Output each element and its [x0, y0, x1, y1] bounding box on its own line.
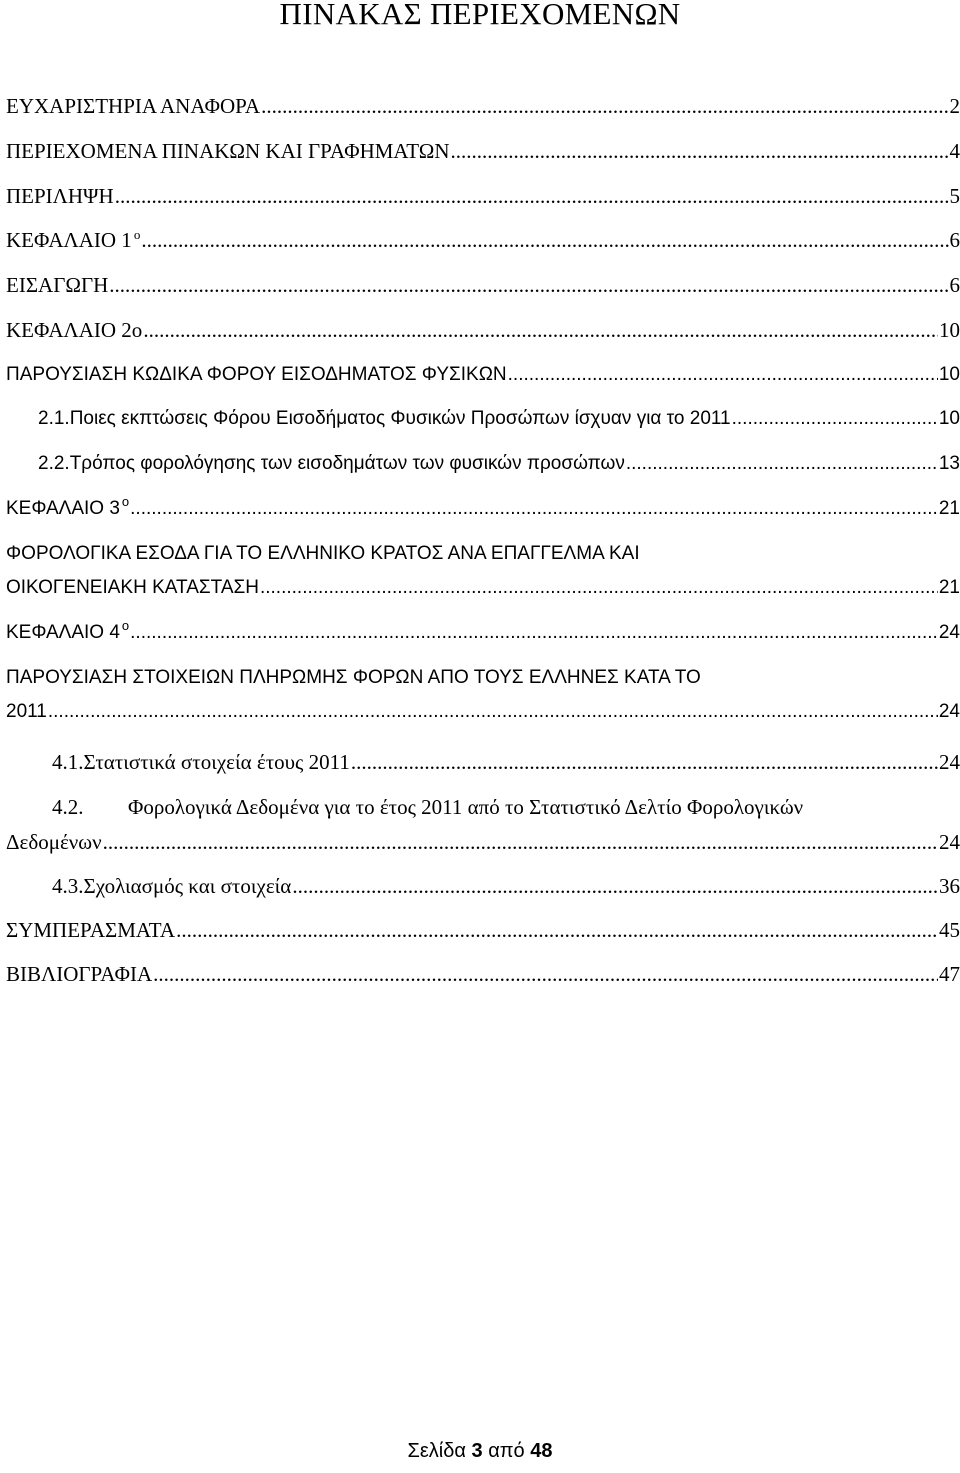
toc-entry[interactable] — [6, 316, 960, 344]
toc-entry[interactable] — [6, 793, 960, 856]
toc-leader — [130, 619, 938, 647]
toc-entry[interactable] — [38, 450, 960, 478]
toc-leader — [260, 574, 938, 602]
toc-page-number: 24 — [938, 701, 960, 722]
toc-page-number: 4 — [949, 139, 960, 163]
toc-entry-text: ΣΥΜΠΕΡΑΣΜΑΤΑ — [6, 918, 176, 942]
toc-leader — [732, 405, 938, 433]
toc-entry-text: Ποιες εκπτώσεις Φόρου Εισοδήματος Φυσικών Προσώπων ίσχυαν για το 2011 — [69, 408, 731, 429]
toc-page-number: 21 — [938, 498, 960, 519]
toc-page-number: 36 — [939, 874, 960, 898]
toc-page-number: 21 — [938, 577, 960, 598]
toc-leader — [292, 872, 938, 900]
toc-leader — [261, 92, 948, 120]
toc-entry[interactable] — [6, 664, 960, 726]
toc-entry-text-line1: ΠΑΡΟΥΣΙΑΣΗ ΣΤΟΙΧΕΙΩΝ ΠΛΗΡΩΜΗΣ ΦΟΡΩΝ ΑΠΟ ΤΟΥΣ ΕΛΛΗΝΕΣ ΚΑΤΑ ΤΟ — [6, 667, 701, 688]
toc-entry-text-line1: Φορολογικά Δεδομένα για το έτος 2011 από το Στατιστικό Δελτίο Φορολογικών — [128, 795, 804, 819]
toc-entry[interactable] — [52, 872, 960, 900]
toc-page-number: 2 — [949, 94, 960, 118]
page-title: ΠΙΝΑΚΑΣ ΠΕΡΙΕΧΟΜΕΝΩΝ — [279, 0, 681, 31]
toc-entry[interactable] — [6, 92, 960, 120]
toc-entry-text: Στατιστικά στοιχεία έτους 2011 — [83, 750, 350, 774]
toc-leader — [450, 137, 948, 165]
toc-entry[interactable] — [6, 495, 960, 524]
toc-entry-number: 4.3. — [52, 874, 84, 898]
toc-entry[interactable] — [6, 361, 960, 389]
toc-entry-number: 2.1. — [38, 408, 70, 429]
toc-leader — [141, 226, 948, 254]
toc-entry-text-line1: ΦΟΡΟΛΟΓΙΚΑ ΕΣΟΔΑ ΓΙΑ ΤΟ ΕΛΛΗΝΙΚΟ ΚΡΑΤΟΣ ΑΝΑ ΕΠΑΓΓΕΛΜΑ ΚΑΙ — [6, 543, 640, 564]
toc-leader — [130, 495, 938, 523]
toc-page-number: 24 — [939, 830, 960, 854]
toc-leader — [143, 316, 938, 344]
footer-current-page: 3 — [471, 1440, 483, 1462]
toc-page-number: 45 — [939, 918, 960, 942]
toc-entry-text: 2011 — [6, 701, 47, 722]
page-footer — [0, 1438, 960, 1464]
toc-leader — [351, 748, 938, 776]
footer-of-label: από — [488, 1440, 525, 1462]
toc-entry-text: ΠΕΡΙΕΧΟΜΕΝΑ ΠΙΝΑΚΩΝ ΚΑΙ ΓΡΑΦΗΜΑΤΩΝ — [6, 139, 450, 163]
toc-leader — [626, 450, 938, 478]
toc-leader — [103, 828, 938, 856]
toc-page-number: 6 — [949, 228, 960, 252]
toc-entry-number: 4.2. — [52, 795, 84, 819]
toc-entry-text: ΕΥΧΑΡΙΣΤΗΡΙΑ ΑΝΑΦΟΡΑ — [6, 94, 261, 118]
toc-entry-text: ΠΕΡΙΛΗΨΗ — [6, 184, 114, 208]
toc-entry-text: Σχολιασμός και στοιχεία — [83, 874, 292, 898]
toc-entry[interactable] — [38, 405, 960, 433]
toc-entry-number: 2.2. — [38, 453, 70, 474]
toc-page-number: 10 — [938, 408, 960, 429]
toc-leader — [508, 361, 938, 389]
toc-leader — [109, 271, 948, 299]
toc-page-number: 6 — [949, 273, 960, 297]
toc-entry-text: ΟΙΚΟΓΕΝΕΙΑΚΗ ΚΑΤΑΣΤΑΣΗ — [6, 577, 259, 598]
toc-entry-text: ΚΕΦΑΛΑΙΟ 3 $^o$ — [6, 494, 130, 519]
footer-page-label: Σελίδα — [407, 1440, 466, 1462]
toc-page-number: 10 — [938, 364, 960, 385]
toc-leader — [48, 698, 938, 726]
footer-total-pages: 48 — [530, 1440, 553, 1462]
toc-entry-number: 4.1. — [52, 750, 84, 774]
toc-entry-text: ΚΕΦΑΛΑΙΟ 1 $^o$ — [6, 227, 141, 252]
toc-entry[interactable] — [6, 916, 960, 944]
toc-entry[interactable] — [6, 271, 960, 299]
toc-leader — [176, 916, 938, 944]
toc-page-number: 13 — [938, 453, 960, 474]
toc-leader — [115, 182, 949, 210]
toc-leader — [153, 960, 938, 988]
toc-entry[interactable] — [52, 748, 960, 776]
toc-entry-text: ΠΑΡΟΥΣΙΑΣΗ ΚΩΔΙΚΑ ΦΟΡΟΥ ΕΙΣΟΔΗΜΑΤΟΣ ΦΥΣΙΚΩΝ — [6, 364, 507, 385]
toc-entry-text: ΚΕΦΑΛΑΙΟ 4 $^o$ — [6, 618, 130, 643]
toc-page-number: 10 — [939, 318, 960, 342]
toc-entry[interactable] — [6, 182, 960, 210]
toc-entry[interactable] — [6, 137, 960, 165]
toc-entry[interactable] — [6, 960, 960, 988]
toc-entry[interactable] — [6, 226, 960, 257]
toc-entry-text: ΕΙΣΑΓΩΓΗ — [6, 273, 109, 297]
toc-entry-text: ΒΙΒΛΙΟΓΡΑΦΙΑ — [6, 962, 153, 986]
toc-entry-text: ΚΕΦΑΛΑΙΟ 2ο — [6, 318, 143, 342]
toc-page-number: 24 — [939, 750, 960, 774]
toc-entry[interactable] — [6, 540, 960, 602]
toc-page-number: 47 — [939, 962, 960, 986]
toc-entry-text: Τρόπος φορολόγησης των εισοδημάτων των φυσικών προσώπων — [69, 453, 625, 474]
toc-entry-text: Δεδομένων — [6, 830, 102, 854]
toc-page-number: 24 — [938, 622, 960, 643]
toc-page-number: 5 — [949, 184, 960, 208]
toc-entry[interactable] — [6, 619, 960, 648]
